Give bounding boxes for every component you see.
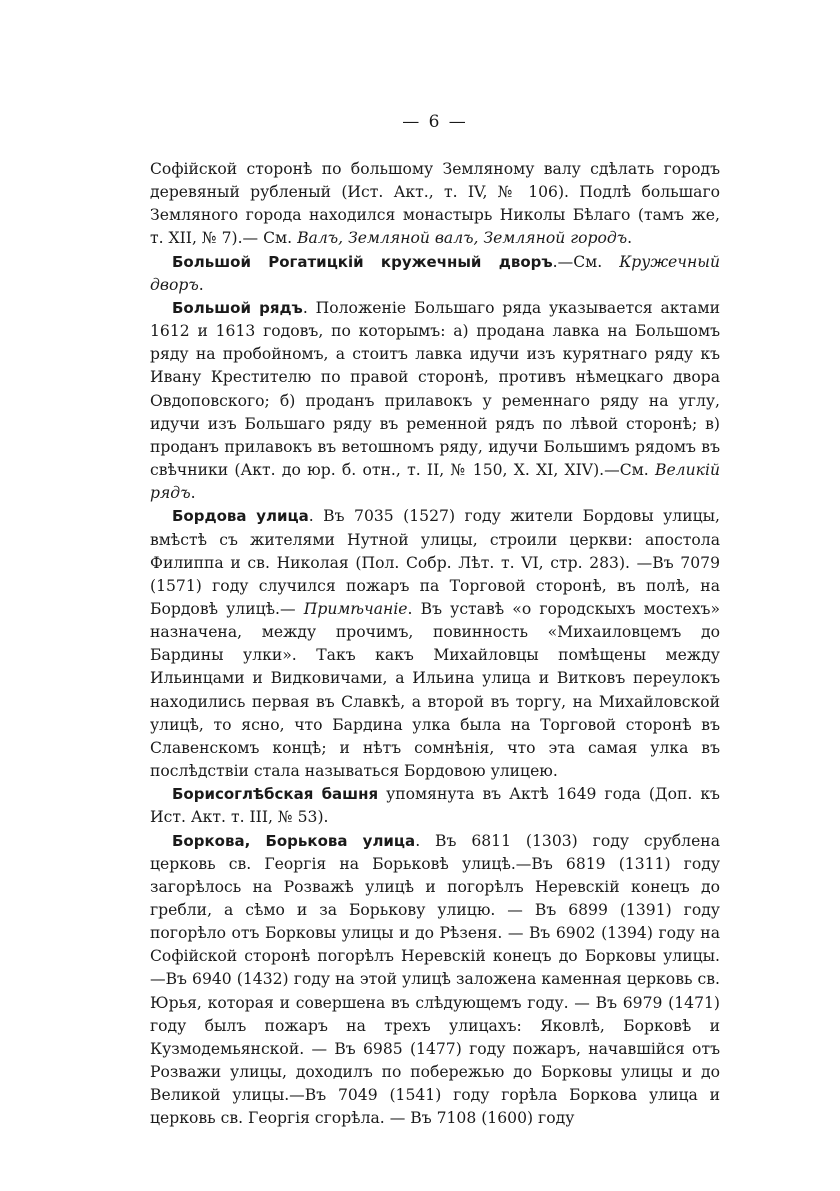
cross-reference: Валъ, Земляной валъ, Земляной городъ — [297, 229, 628, 248]
entry-text: . Въ 6811 (1303) году срублена церковь св. Георгія на Борьковѣ улицѣ.—Въ 6819 (1311) году загорѣлось на Розважѣ улицѣ и погорѣлъ Неревскій конецъ до гребли, а сѣмо и за Борькову улицю. — Въ 6899 (1391) году погорѣло отъ Борковы улицы и до Рѣзеня. — Въ 6902 (1394) году на Софійской сторонѣ погорѣлъ Неревскій конецъ до Борковы улицы.—Въ 6940 (1432) году на этой улицѣ заложена каменная церковь св. Юрья, которая и совершена въ слѣдующемъ году. — Въ 6979 (1471) году былъ пожаръ на трехъ улицахъ: Яковлѣ, Борковѣ и Кузмодемьянской. — Въ 6985 (1477) году пожаръ, начавшійся отъ Розважи улицы, доходилъ по побережью до Борковы улицы и до Великой улицы.—Въ 7049 (1541) году горѣла Боркова улица и церковь св. Георгія сгорѣла. — Въ 7108 (1600) году — [150, 831, 720, 1128]
entry-text: Софійской сторонѣ по большому Земляному валу сдѣлать городъ деревяный рубленый (Ист. Акт., т. IV, № 106). Подлѣ большаго Земляного города находился монастырь Николы Бѣлаго (тамъ же, т. XII, № 7).— См. — [150, 160, 720, 248]
cross-reference: Примѣчаніе — [303, 599, 408, 618]
page-number: — 6 — — [402, 112, 468, 132]
entry-text: . Въ уставѣ «о городскыхъ мостехъ» назначена, между прочимъ, повинность «Михаиловцемъ до Бардины улки». Такъ какъ Михайловцы помѣщены между Ильинцами и Видковичами, а Ильина улица и Витковъ переулокъ находились первая въ Славкѣ, а второй въ торгу, на Михайловской улицѣ, то ясно, что Бардина улка была на Торговой сторонѣ въ Славенскомъ концѣ; и нѣтъ сомнѣнія, что эта самая улка въ послѣдствіи стала называться Бордовою улицею. — [150, 599, 720, 781]
entry-paragraph — [150, 505, 720, 783]
cross-reference: Кружечный дворъ — [150, 252, 720, 294]
entry-text: . — [627, 229, 633, 248]
entry-text: .—См. — [552, 252, 620, 271]
entry-heading: Большой Рогатицкій кружечный дворъ — [172, 252, 553, 271]
entry-text: . Въ 7035 (1527) году жители Бордовы улицы, вмѣстѣ съ жителями Нутной улицы, строили церкви: апостола Филиппа и св. Николая (Пол. Собр. Лѣт. т. VI, стр. 283). —Въ 7079 (1571) году случился пожаръ па Торговой сторонѣ, въ полѣ, на Бордовѣ улицѣ.— — [150, 507, 720, 618]
document-page — [150, 110, 720, 1131]
entry-heading: Боркова, Борькова улица — [172, 831, 416, 850]
document-body — [150, 158, 720, 1131]
entry-text: . — [190, 484, 196, 503]
entry-paragraph — [150, 251, 720, 297]
entry-text: . — [198, 275, 204, 294]
entry-text: . Положеніе Большаго ряда указывается актами 1612 и 1613 годовъ, по которымъ: а) продана лавка на Большомъ ряду на пробойномъ, а стоитъ лавка идучи изъ курятнаго ряду къ Ивану Крестителю по правой сторонѣ, противъ нѣмецкаго двора Овдоповского; б) проданъ прилавокъ у ременнаго ряду на углу, идучи изъ Большаго ряду въ ременной рядъ по лѣвой сторонѣ; в) проданъ прилавокъ въ ветошномъ ряду, идучи Большимъ рядомъ въ свѣчники (Акт. до юр. б. отн., т. II, № 150, X. XI, XIV).—См. — [150, 298, 720, 480]
entry-heading: Борисоглѣбская башня — [172, 785, 379, 804]
entry-text: упомянута въ Актѣ 1649 года (Доп. къ Ист. Акт. т. III, № 53). — [150, 785, 720, 827]
entry-paragraph — [150, 297, 720, 505]
entry-paragraph — [150, 830, 720, 1131]
entry-heading: Бордова улица — [172, 507, 309, 526]
cross-reference: Великій рядъ — [150, 461, 720, 503]
entry-paragraph — [150, 783, 720, 829]
entry-paragraph — [150, 158, 720, 251]
entry-heading: Большой рядъ — [172, 298, 303, 317]
